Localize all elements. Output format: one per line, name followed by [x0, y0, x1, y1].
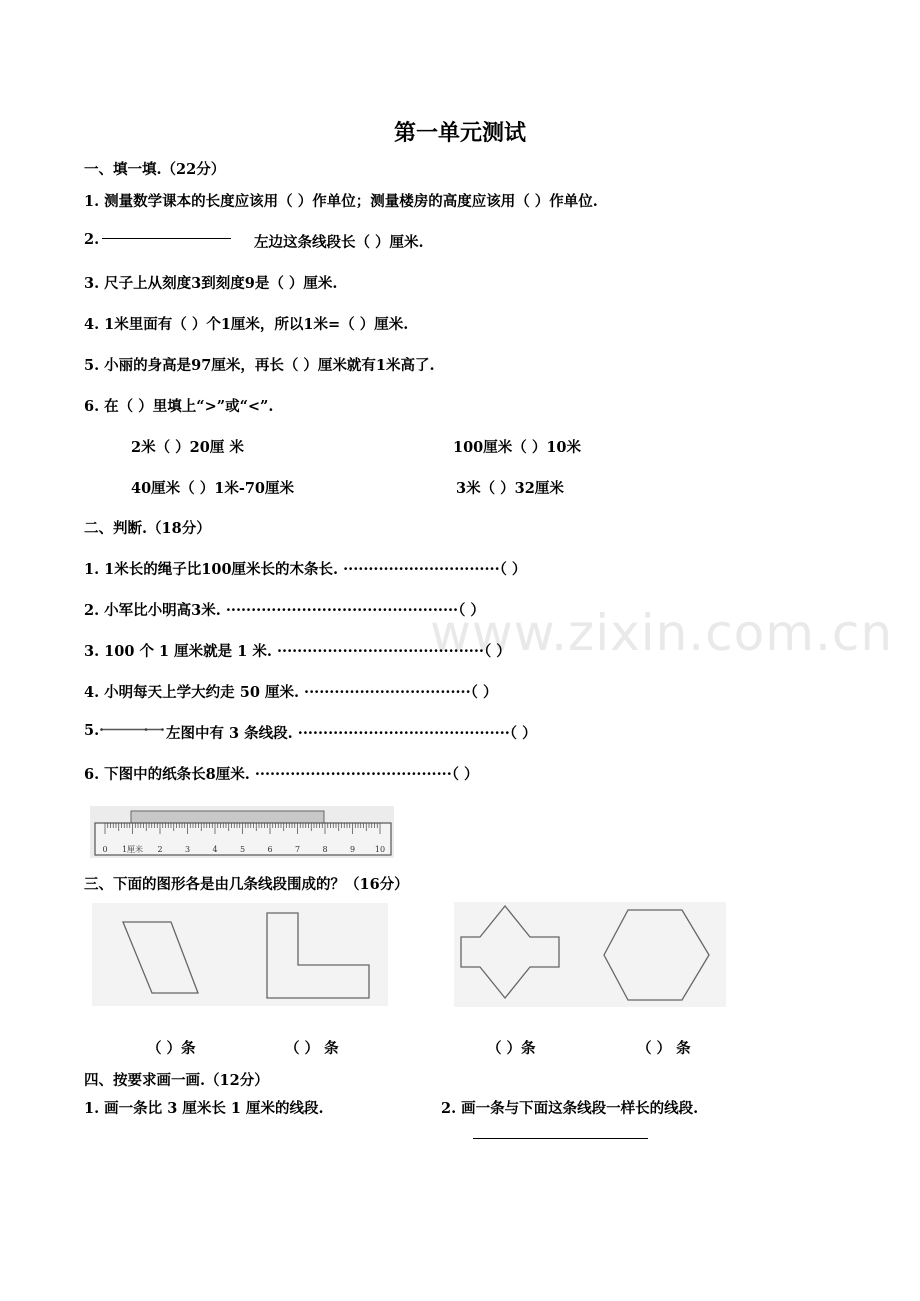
section4-heading: 四、按要求画一画.（12分） [84, 1072, 269, 1089]
compare-item-4: 3米（ ）32厘米 [456, 480, 564, 497]
section3-heading: 三、下面的图形各是由几条线段围成的？（16分） [84, 876, 409, 893]
question-1-4: 4. 1米里面有（ ）个1厘米，所以1米=（ ）厘米. [84, 316, 409, 333]
judge-item-5-number: 5. [84, 722, 100, 739]
draw-question-2: 2. 画一条与下面这条线段一样长的线段. [441, 1100, 699, 1117]
question-1-1: 1. 测量数学课本的长度应该用（ ）作单位；测量楼房的高度应该用（ ）作单位. [84, 193, 598, 210]
judge-item-2: 2. 小军比小明高3米. ··············································（ ） [84, 602, 485, 619]
ruler-label: 7 [294, 845, 301, 854]
ruler-label: 9 [349, 845, 356, 854]
paper-strip [131, 811, 324, 824]
question-1-5: 5. 小丽的身高是97厘米，再长（ ）厘米就有1米高了. [84, 357, 435, 374]
compare-item-1: 2米（ ）20厘 米 [131, 439, 244, 456]
question-1-6: 6. 在（ ）里填上“>”或“<”. [84, 398, 274, 415]
question-1-2-number: 2. [84, 231, 100, 248]
shapes-panel-left [92, 903, 388, 1006]
judge-item-6: 6. 下图中的纸条长8厘米. ·······································（ ） [84, 766, 479, 783]
shape-answer-3: （ ）条 [487, 1040, 536, 1057]
ruler-label: 10 [374, 845, 386, 854]
shape-answer-4: （ ） 条 [637, 1040, 691, 1057]
ruler-figure [90, 806, 394, 858]
section2-heading: 二、判断.（18分） [84, 520, 211, 537]
ruler-label: 3 [184, 845, 191, 854]
shape-answer-1: （ ）条 [147, 1040, 196, 1057]
ruler-label: 2 [157, 845, 163, 854]
ruler-label: 4 [212, 845, 218, 854]
reference-line-segment [473, 1138, 648, 1139]
page-title: 第一单元测试 [393, 120, 526, 146]
shape-answer-2: （ ） 条 [285, 1040, 339, 1057]
ruler-label: 6 [267, 845, 273, 854]
draw-question-1: 1. 画一条比 3 厘米长 1 厘米的线段. [84, 1100, 324, 1117]
compare-item-3: 40厘米（ ）1米-70厘米 [131, 480, 295, 497]
question-1-3: 3. 尺子上从刻度3到刻度9是（ ）厘米. [84, 275, 338, 292]
judge-item-1: 1. 1米长的绳子比100厘米长的木条长. ·······························（ ） [84, 561, 527, 578]
ruler-label: 5 [239, 845, 246, 854]
shapes-panel-right [454, 902, 726, 1007]
section1-heading: 一、填一填.（22分） [84, 161, 226, 178]
judge-item-5: 左图中有 3 条线段. ··········································（ ） [166, 725, 537, 742]
watermark: www.zixin.com.cn [430, 604, 894, 662]
judge-item-3: 3. 100 个 1 厘米就是 1 米. ·········································（ ） [84, 643, 511, 660]
compare-item-2: 100厘米（ ）10米 [453, 439, 581, 456]
line-segment-q2 [102, 238, 231, 239]
question-1-2: 左边这条线段长（ ）厘米. [254, 234, 424, 251]
ruler-label: 8 [322, 845, 328, 854]
ruler-label: 1厘米 [121, 845, 144, 854]
ruler-label: 0 [102, 845, 108, 854]
judge-item-4: 4. 小明每天上学大约走 50 厘米. ·································（ ） [84, 684, 498, 701]
three-segment-figure [100, 728, 164, 731]
